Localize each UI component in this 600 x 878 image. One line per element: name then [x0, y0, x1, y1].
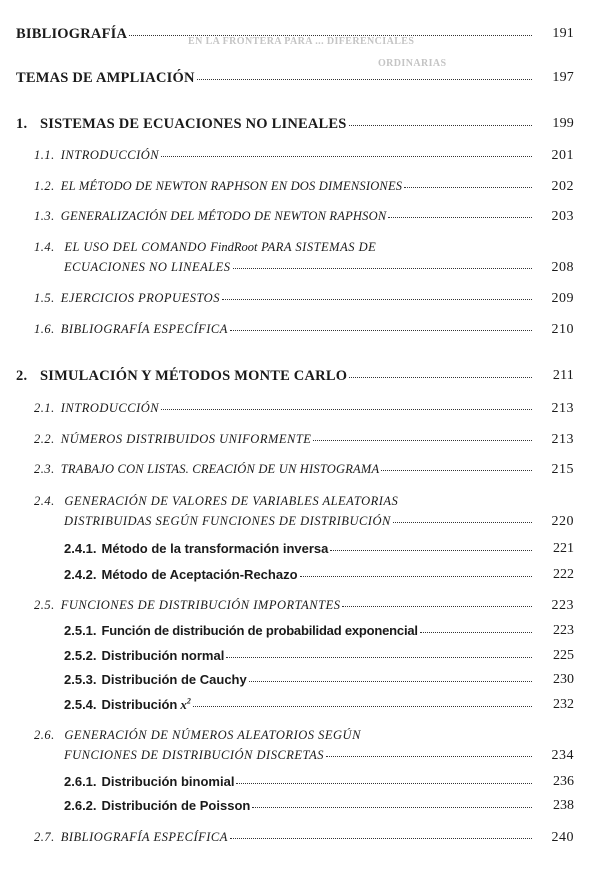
toc-entry-chapter-2[interactable]	[0, 368, 600, 390]
entry-title: NÚMEROS DISTRIBUIDOS UNIFORMENTE	[60, 432, 312, 446]
toc-entry-2-4-1[interactable]	[0, 541, 600, 563]
entry-title: GENERACIÓN DE VALORES DE VARIABLES ALEATORIAS	[64, 494, 399, 508]
dot-leader	[420, 622, 532, 633]
page-number: 202	[551, 179, 574, 194]
entry-title: INTRODUCCIÓN	[60, 401, 160, 415]
entry-number: 2.4.2.	[64, 567, 97, 582]
dot-leader	[197, 69, 532, 80]
entry-title: TRABAJO CON LISTAS. CREACIÓN DE UN HISTOGRAMA	[60, 462, 380, 476]
entry-title-line2: DISTRIBUIDAS SEGÚN FUNCIONES DE DISTRIBUCIÓN	[64, 514, 391, 528]
findroot-command: FindRoot	[210, 240, 258, 254]
dot-leader	[381, 460, 532, 471]
page-number: 191	[552, 26, 574, 41]
page-number: 230	[553, 672, 574, 687]
dot-leader	[233, 258, 532, 269]
toc-entry-2-3[interactable]	[0, 462, 600, 484]
dot-leader	[161, 399, 532, 410]
entry-title: Distribución de Cauchy	[101, 672, 247, 687]
dot-leader	[388, 207, 532, 218]
toc-entry-temas-ampliacion[interactable]	[0, 70, 600, 92]
dot-leader	[161, 146, 532, 157]
toc-entry-2-6[interactable]	[0, 728, 600, 772]
entry-title: INTRODUCCIÓN	[60, 148, 160, 162]
entry-title: GENERACIÓN DE NÚMEROS ALEATORIOS SEGÚN	[64, 728, 361, 742]
dot-leader	[404, 177, 532, 188]
page-number: 223	[551, 598, 574, 613]
entry-number: 2.5.	[34, 598, 55, 612]
toc-entry-2-2[interactable]	[0, 432, 600, 454]
toc-entry-2-5-2[interactable]	[0, 648, 600, 670]
toc-entry-1-5[interactable]	[0, 291, 600, 313]
entry-title: Método de la transformación inversa	[101, 541, 329, 556]
toc-entry-1-6[interactable]	[0, 322, 600, 344]
entry-title: Distribución normal	[101, 648, 225, 663]
entry-title: Método de Aceptación-Rechazo	[101, 567, 298, 582]
toc-entry-bibliografia[interactable]	[0, 26, 600, 48]
entry-title-line2: ECUACIONES NO LINEALES	[64, 260, 231, 274]
entry-title: TEMAS DE AMPLIACIÓN	[16, 70, 195, 86]
entry-number: 2.3.	[34, 462, 55, 476]
entry-title: EJERCICIOS PROPUESTOS	[60, 291, 220, 305]
entry-number: 1.1.	[34, 148, 55, 162]
page-number: 240	[551, 830, 574, 845]
entry-title-cont: PARA SISTEMAS DE	[261, 240, 377, 254]
entry-number: 2.6.1.	[64, 774, 97, 789]
dot-leader	[326, 746, 532, 757]
entry-title-line2: FUNCIONES DE DISTRIBUCIÓN DISCRETAS	[64, 748, 324, 762]
page-number: 215	[551, 462, 574, 477]
dot-leader	[252, 797, 532, 808]
entry-title: SIMULACIÓN Y MÉTODOS MONTE CARLO	[40, 368, 348, 384]
toc-entry-1-3[interactable]	[0, 209, 600, 231]
entry-number: 2.5.3.	[64, 672, 97, 687]
entry-number: 2.5.1.	[64, 623, 97, 638]
entry-number: 1.2.	[34, 179, 55, 193]
toc-entry-2-6-1[interactable]	[0, 774, 600, 796]
dot-leader	[226, 647, 532, 658]
toc-entry-2-5-1[interactable]	[0, 623, 600, 645]
entry-title: BIBLIOGRAFÍA	[16, 26, 128, 42]
dot-leader	[222, 289, 532, 300]
toc-entry-2-6-2[interactable]	[0, 798, 600, 820]
toc-entry-2-4[interactable]	[0, 494, 600, 538]
entry-title: Función de distribución de probabilidad exponencial	[101, 623, 418, 638]
dot-leader	[230, 320, 532, 331]
toc-entry-1-4[interactable]	[0, 240, 600, 284]
page-number: 232	[553, 697, 574, 712]
toc-entry-chapter-1[interactable]	[0, 116, 600, 138]
toc-entry-2-4-2[interactable]	[0, 567, 600, 589]
page-number: 238	[553, 798, 574, 813]
entry-number: 2.6.2.	[64, 798, 97, 813]
entry-title: EL MÉTODO DE NEWTON RAPHSON EN DOS DIMENSIONES	[60, 179, 403, 193]
page-number: 213	[551, 401, 574, 416]
dot-leader	[393, 512, 532, 523]
page-number: 201	[551, 148, 574, 163]
superscript: 2	[186, 696, 191, 706]
page-number: 209	[551, 291, 574, 306]
page-number: 221	[553, 541, 574, 556]
page-number: 222	[553, 567, 574, 582]
dot-leader	[342, 596, 532, 607]
page-number: 213	[551, 432, 574, 447]
bleed-through-text: ORDINARIAS	[378, 58, 447, 69]
dot-leader	[300, 566, 532, 577]
entry-title: BIBLIOGRAFÍA ESPECÍFICA	[60, 830, 228, 844]
page-number: 197	[552, 70, 574, 85]
dot-leader	[313, 430, 532, 441]
entry-number: 1.5.	[34, 291, 55, 305]
toc-entry-2-5[interactable]	[0, 598, 600, 620]
bleed-through-text: EN LA FRONTERA PARA ... DIFERENCIALES	[188, 36, 415, 47]
page-number: 208	[551, 260, 574, 275]
entry-number: 2.5.2.	[64, 648, 97, 663]
toc-entry-2-7[interactable]	[0, 830, 600, 852]
entry-number: 2.2.	[34, 432, 55, 446]
toc-entry-2-1[interactable]	[0, 401, 600, 423]
entry-title: BIBLIOGRAFÍA ESPECÍFICA	[60, 322, 228, 336]
entry-number: 2.6.	[34, 728, 55, 742]
entry-number: 1.4.	[34, 240, 55, 254]
entry-number: 2.4.1.	[64, 541, 97, 556]
entry-number: 2.	[16, 368, 28, 384]
dot-leader	[349, 367, 532, 378]
dot-leader	[129, 25, 532, 36]
page-number: 203	[551, 209, 574, 224]
toc-entry-2-5-3[interactable]	[0, 672, 600, 694]
entry-title: Distribución de Poisson	[101, 798, 251, 813]
page-number: 210	[551, 322, 574, 337]
entry-number: 1.6.	[34, 322, 55, 336]
page-number: 211	[552, 368, 574, 383]
entry-number: 1.	[16, 116, 28, 132]
toc-entry-1-2[interactable]	[0, 179, 600, 201]
chi-symbol: x	[180, 697, 187, 712]
entry-number: 2.1.	[34, 401, 55, 415]
dot-leader	[193, 696, 532, 707]
dot-leader	[349, 115, 532, 126]
entry-number: 1.3.	[34, 209, 55, 223]
entry-number: 2.4.	[34, 494, 55, 508]
page-number: 220	[551, 514, 574, 529]
toc-entry-1-1[interactable]	[0, 148, 600, 170]
dot-leader	[330, 540, 532, 551]
dot-leader	[249, 671, 532, 682]
entry-number: 2.5.4.	[64, 697, 97, 712]
page-number: 236	[553, 774, 574, 789]
page-number: 225	[553, 648, 574, 663]
dot-leader	[236, 773, 532, 784]
entry-title: Distribución binomial	[101, 774, 235, 789]
entry-number: 2.7.	[34, 830, 55, 844]
entry-title: GENERALIZACIÓN DEL MÉTODO DE NEWTON RAPHSON	[60, 209, 387, 223]
entry-title: SISTEMAS DE ECUACIONES NO LINEALES	[40, 116, 347, 132]
page-number: 199	[552, 116, 574, 131]
page-number: 223	[553, 623, 574, 638]
dot-leader	[230, 828, 532, 839]
entry-title: EL USO DEL COMANDO	[64, 240, 207, 254]
entry-title: Distribución	[101, 697, 178, 712]
entry-title: FUNCIONES DE DISTRIBUCIÓN IMPORTANTES	[60, 598, 341, 612]
toc-entry-2-5-4[interactable]	[0, 697, 600, 719]
page-number: 234	[551, 748, 574, 763]
